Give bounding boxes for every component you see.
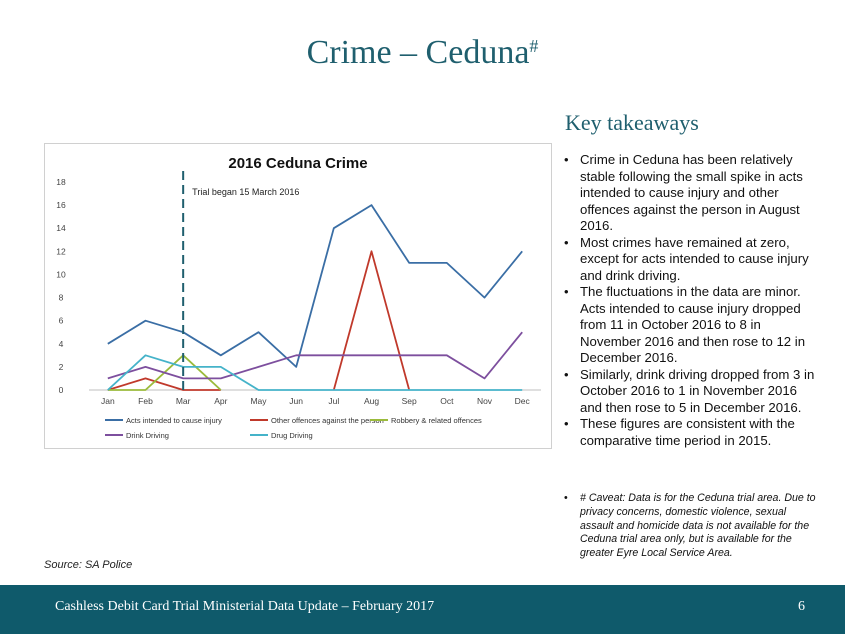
y-tick-label: 4 xyxy=(58,338,64,349)
series-line xyxy=(108,378,221,390)
takeaways-title: Key takeaways xyxy=(565,110,699,135)
x-tick-label: Nov xyxy=(476,396,493,406)
takeaways-list xyxy=(562,152,822,449)
series-line xyxy=(334,251,409,390)
y-tick-label: 12 xyxy=(56,246,66,257)
slide-title-text: Crime – Ceduna xyxy=(306,34,530,71)
crime-line-chart xyxy=(45,144,551,448)
series-line xyxy=(108,355,522,390)
source-note: Source: SA Police xyxy=(44,559,133,571)
x-tick-label: Jun xyxy=(289,396,304,406)
page-number: 6 xyxy=(798,599,805,614)
y-tick-label: 18 xyxy=(56,177,66,187)
x-tick-label: Jan xyxy=(100,396,115,406)
x-tick-label: Apr xyxy=(214,396,228,406)
x-tick-label: Dec xyxy=(514,396,530,406)
series-line xyxy=(108,332,522,378)
footer-bar xyxy=(0,585,845,634)
x-tick-label: Jul xyxy=(328,396,340,406)
x-tick-label: Mar xyxy=(175,396,191,406)
x-tick-label: Feb xyxy=(138,396,153,406)
takeaway-item: • Crime in Ceduna has been relatively stable following the small spike in acts intended to cause injury and other offences against the person in August 2016. xyxy=(562,152,822,235)
y-tick-label: 6 xyxy=(58,315,64,326)
chart-title: 2016 Ceduna Crime xyxy=(228,155,368,172)
x-tick-label: Aug xyxy=(363,396,380,406)
legend-label: Acts intended to cause injury xyxy=(126,416,222,425)
y-tick-label: 0 xyxy=(58,385,64,395)
legend-label: Drug Driving xyxy=(271,431,313,440)
footer-text: Cashless Debit Card Trial Ministerial Data Update – February 2017 xyxy=(55,599,435,614)
takeaway-item: • The fluctuations in the data are minor. Acts intended to cause injury dropped from 11 in October 2016 to 8 in November 2016 and then rose to 12 in December 2016. xyxy=(562,284,822,367)
x-tick-label: Oct xyxy=(440,396,454,406)
y-tick-label: 10 xyxy=(56,269,66,280)
x-tick-label: Sep xyxy=(401,396,417,406)
takeaway-item: • Most crimes have remained at zero, except for acts intended to cause injury and drink driving. xyxy=(562,235,822,285)
y-tick-label: 8 xyxy=(58,292,64,303)
trial-annotation: Trial began 15 March 2016 xyxy=(192,187,300,197)
slide-title-mark: # xyxy=(529,36,539,56)
y-tick-label: 2 xyxy=(58,361,64,372)
caveat-note: • # Caveat: Data is for the Ceduna trial area. Due to privacy concerns, domestic violence, sexual assault and homicide data is not available for the Ceduna trial area only, but is available for the greater Eyre Local Service Area. xyxy=(562,492,822,561)
chart-panel xyxy=(44,143,552,449)
takeaway-item: • These figures are consistent with the comparative time period in 2015. xyxy=(562,416,822,449)
legend-label: Robbery & related offences xyxy=(391,416,482,425)
takeaway-item: • Similarly, drink driving dropped from 3 in October 2016 to 1 in November 2016 and then rose to 5 in December 2016. xyxy=(562,367,822,417)
legend-label: Other offences against the person xyxy=(271,416,384,425)
y-tick-label: 16 xyxy=(56,200,66,211)
series-line xyxy=(108,205,522,367)
slide-title xyxy=(0,34,845,72)
caveat-list xyxy=(562,492,822,561)
legend-label: Drink Driving xyxy=(126,431,169,440)
x-tick-label: May xyxy=(250,396,267,406)
y-tick-label: 14 xyxy=(56,223,66,234)
